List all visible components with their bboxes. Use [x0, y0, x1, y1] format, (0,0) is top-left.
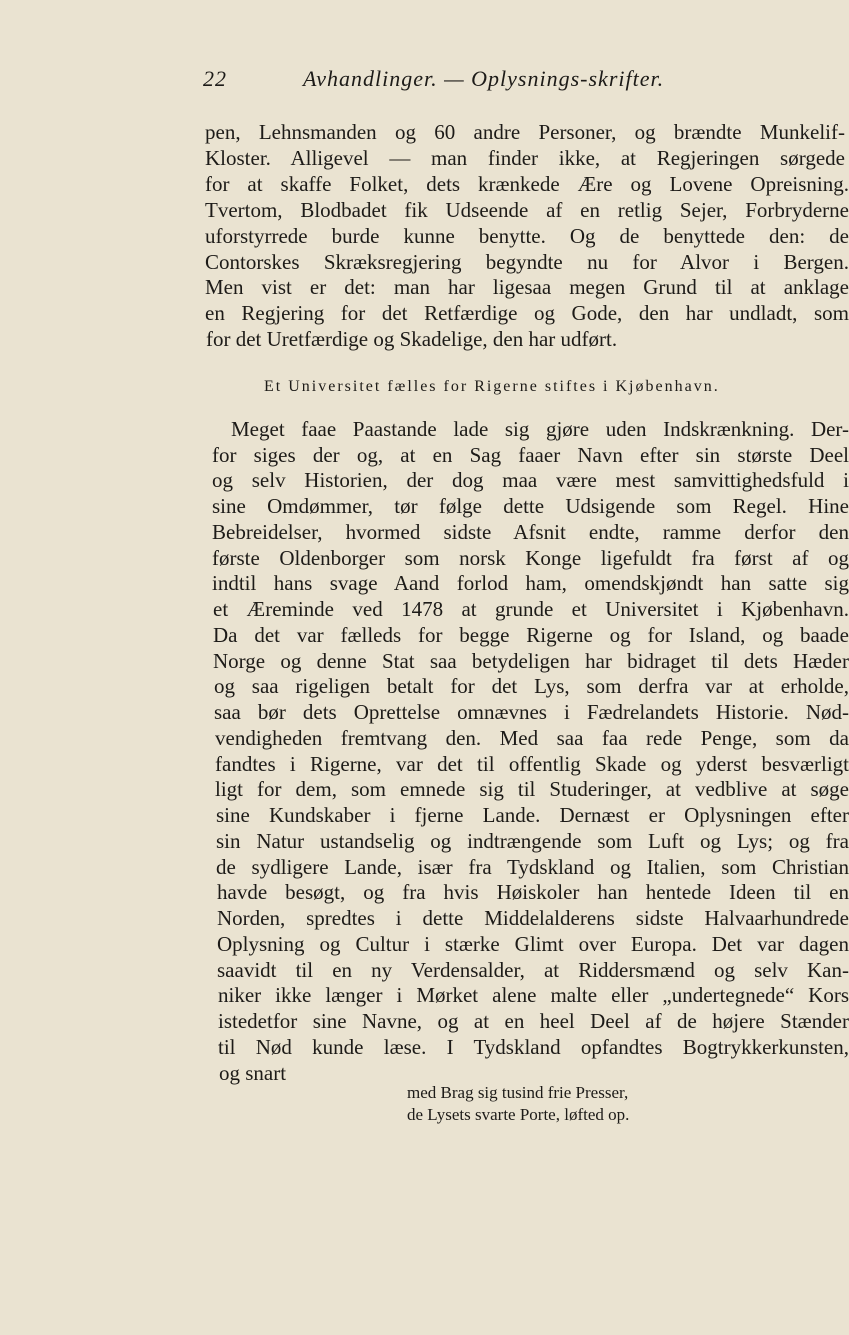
- page-header: [203, 66, 803, 98]
- text-line: Meget faae Paastande lade sig gjøre uden Indskrænkning. Der-: [231, 417, 849, 441]
- text-line: indtil hans svage Aand forlod ham, omendskjøndt han satte sig: [212, 571, 849, 595]
- text-line: Contorskes Skræksregjering begyndte nu for Alvor i Bergen.: [205, 250, 849, 274]
- text-line: havde besøgt, og fra hvis Høiskoler han hentede Ideen til en: [217, 880, 849, 904]
- text-line: ligt for dem, som emnede sig til Studeringer, at vedblive at søge: [215, 777, 849, 801]
- text-line: niker ikke længer i Mørket alene malte eller „undertegnede“ Kors: [218, 983, 849, 1007]
- text-line: Norden, spredtes i dette Middelalderens sidste Halvaarhundrede: [217, 906, 849, 930]
- text-line: og selv Historien, der dog maa være mest samvittighedsfuld i: [212, 468, 849, 492]
- text-line: saa bør dets Oprettelse omnævnes i Fædrelandets Historie. Nød-: [214, 700, 849, 724]
- text-line: sine Kundskaber i fjerne Lande. Dernæst er Oplysningen efter: [216, 803, 849, 827]
- text-line: en Regjering for det Retfærdige og Gode, den har undladt, som: [205, 301, 849, 325]
- text-line: sin Natur ustandselig og indtrængende som Luft og Lys; og fra: [216, 829, 849, 853]
- text-line: et Æreminde ved 1478 at grunde et Universitet i Kjøbenhavn.: [213, 597, 849, 621]
- text-line: Tvertom, Blodbadet fik Udseende af en retlig Sejer, Forbryderne: [205, 198, 849, 222]
- text-line: Oplysning og Cultur i stærke Glimt over Europa. Det var dagen: [217, 932, 849, 956]
- text-line: for det Uretfærdige og Skadelige, den har udført.: [206, 327, 618, 351]
- text-line: og saa rigeligen betalt for det Lys, som derfra var at erholde,: [214, 674, 849, 698]
- text-line: fandtes i Rigerne, var det til offentlig Skade og yderst besværligt: [215, 752, 849, 776]
- text-line: Men vist er det: man har ligesaa megen Grund til at anklage: [205, 275, 849, 299]
- text-line: uforstyrrede burde kunne benytte. Og de benyttede den: de: [205, 224, 849, 248]
- text-line: Bebreidelser, hvormed sidste Afsnit endte, ramme derfor den: [212, 520, 849, 544]
- text-line: de sydligere Lande, især fra Tydskland og Italien, som Christian: [216, 855, 849, 879]
- verse-line: med Brag sig tusind frie Presser,: [407, 1083, 629, 1102]
- text-line: for at skaffe Folket, dets krænkede Ære og Lovene Opreisning.: [205, 172, 849, 196]
- page-number: 22: [203, 66, 227, 91]
- verse-line: de Lysets svarte Porte, løfted op.: [407, 1105, 630, 1124]
- text-line: første Oldenborger som norsk Konge ligefuldt fra først af og: [212, 546, 849, 570]
- text-line: for siges der og, at en Sag faaer Navn efter sin største Deel: [212, 443, 849, 467]
- running-title: Avhandlinger. — Oplysnings-skrifter.: [303, 66, 665, 91]
- text-line: Norge og denne Stat saa betydeligen har bidraget til dets Hæder: [213, 649, 849, 673]
- text-line: Kloster. Alligevel — man finder ikke, at Regjeringen sørgede: [205, 146, 845, 170]
- section-heading: Et Universitet fælles for Rigerne stiftes i Kjøbenhavn.: [264, 378, 720, 395]
- text-line: og snart: [219, 1061, 287, 1085]
- text-line: vendigheden fremtvang den. Med saa faa rede Penge, som da: [215, 726, 849, 750]
- text-line: pen, Lehnsmanden og 60 andre Personer, og brændte Munkelif-: [205, 120, 845, 144]
- text-line: saavidt til en ny Verdensalder, at Riddersmænd og selv Kan-: [217, 958, 849, 982]
- text-line: sine Omdømmer, tør følge dette Udsigende som Regel. Hine: [212, 494, 849, 518]
- text-line: Da det var fælleds for begge Rigerne og for Island, og baade: [213, 623, 849, 647]
- text-line: istedetfor sine Navne, og at en heel Deel af de højere Stænder: [218, 1009, 849, 1033]
- text-line: til Nød kunde læse. I Tydskland opfandtes Bogtrykkerkunsten,: [218, 1035, 849, 1059]
